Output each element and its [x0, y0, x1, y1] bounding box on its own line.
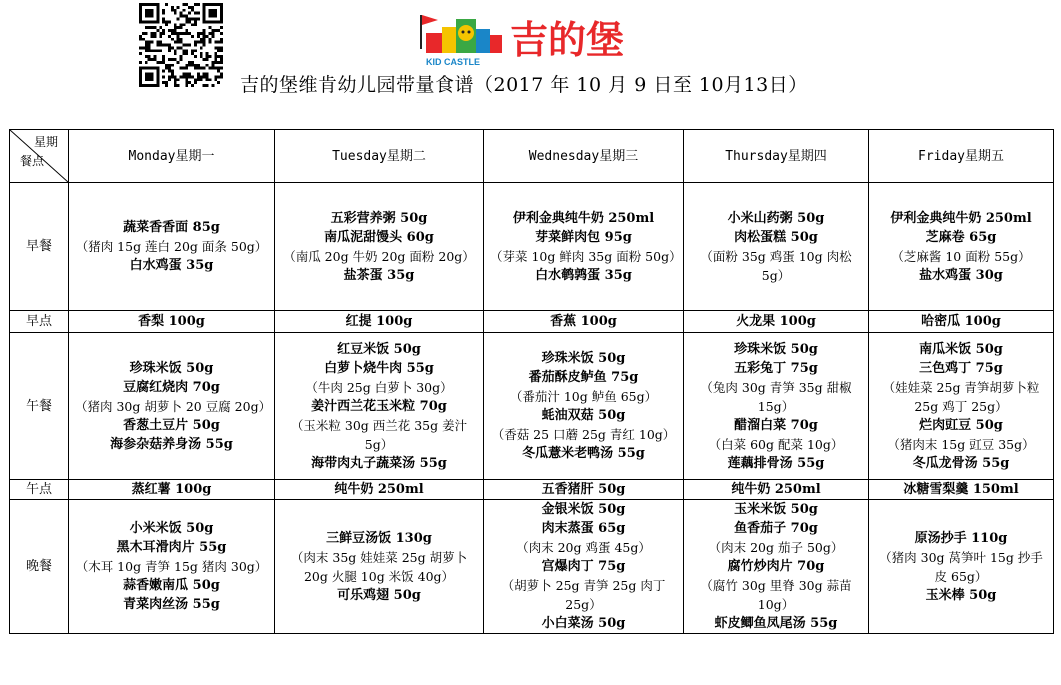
dish-name: 伊利金典纯牛奶 250ml — [890, 210, 1032, 226]
dish-name: 哈密瓜 100g — [921, 314, 1001, 329]
menu-cell — [684, 333, 869, 480]
meal-label: 午餐 — [10, 333, 69, 480]
ingredient-note: （肉末 20g 茄子 50g） — [708, 540, 844, 555]
meal-label: 早餐 — [10, 183, 69, 311]
dish-name: 虾皮鲫鱼凤尾汤 55g — [714, 616, 838, 631]
menu-cell — [684, 183, 869, 311]
ingredient-note: （娃娃菜 25g 青笋胡萝卜粒 25g 鸡丁 25g） — [882, 379, 1040, 414]
dish-name: 青菜肉丝汤 55g — [123, 597, 220, 612]
ingredient-note: （番茄汁 10g 鲈鱼 65g） — [509, 389, 658, 404]
corner-label-day: 星期 — [33, 135, 58, 149]
menu-cell — [275, 183, 484, 311]
ingredient-note: （玉米粒 30g 西兰花 35g 姜汁 5g） — [290, 417, 468, 452]
dish-name: 红提 100g — [345, 314, 413, 329]
ingredient-note: （腐竹 30g 里脊 30g 蒜苗 10g） — [700, 578, 852, 612]
meal-label: 晚餐 — [10, 500, 69, 634]
kid-castle-logo — [418, 7, 654, 69]
menu-cell — [869, 333, 1054, 480]
dish-name: 玉米棒 50g — [925, 587, 997, 603]
dish-name: 冬瓜薏米老鸭汤 55g — [522, 446, 645, 461]
dish-name: 五香猪肝 50g — [541, 482, 626, 497]
dish-name: 盐水鸡蛋 30g — [919, 267, 1003, 283]
ingredient-note: （芝麻酱 10 面粉 55g） — [891, 248, 1031, 264]
dish-name: 盐茶蛋 35g — [343, 267, 415, 283]
menu-cell — [275, 333, 484, 480]
dish-name: 三鲜豆汤饭 130g — [326, 530, 432, 546]
dish-name: 金银米饭 50g — [541, 502, 626, 517]
menu-cell — [684, 480, 869, 500]
menu-cell — [275, 500, 484, 634]
meal-row — [10, 311, 1054, 333]
menu-cell — [275, 311, 484, 333]
meal-label: 早点 — [10, 311, 69, 333]
dish-name: 蔬菜香香面 85g — [123, 220, 220, 235]
ingredient-note: （南瓜 20g 牛奶 20g 面粉 20g） — [283, 248, 475, 264]
day-header-thursday: Thursday星期四 — [684, 130, 869, 183]
dish-name: 芽菜鲜肉包 95g — [535, 229, 632, 245]
dish-name: 白水鹌鹑蛋 35g — [535, 267, 632, 283]
header-row — [10, 130, 1054, 183]
page-title: 吉的堡维肯幼儿园带量食谱（2017 年 10 月 9 日至 10月13日） — [240, 74, 808, 96]
dish-name: 海参杂菇养身汤 55g — [110, 436, 233, 452]
menu-cell — [869, 500, 1054, 634]
dish-name: 烂肉豇豆 50g — [919, 417, 1003, 433]
day-header-wednesday: Wednesday星期三 — [484, 130, 684, 183]
meal-row — [10, 480, 1054, 500]
menu-cell — [275, 480, 484, 500]
corner-cell — [10, 130, 69, 183]
qr-code-icon — [136, 3, 226, 87]
dish-name: 纯牛奶 250ml — [731, 482, 821, 497]
menu-cell — [484, 480, 684, 500]
menu-cell — [69, 311, 275, 333]
dish-name: 伊利金典纯牛奶 250ml — [512, 210, 655, 226]
ingredient-note: （肉末 35g 娃娃菜 25g 胡萝卜 20g 火腿 10g 米饭 40g） — [290, 549, 468, 584]
dish-name: 珍珠米饭 50g — [541, 351, 626, 366]
meal-row — [10, 333, 1054, 480]
day-header-tuesday: Tuesday星期二 — [275, 130, 484, 183]
menu-cell — [869, 311, 1054, 333]
meal-label: 午点 — [10, 480, 69, 500]
menu-cell — [69, 480, 275, 500]
corner-label-meal: 餐点 — [20, 154, 45, 168]
dish-name: 白萝卜烧牛肉 55g — [324, 360, 434, 376]
ingredient-note: （面粉 35g 鸡蛋 10g 肉松 5g） — [700, 248, 852, 283]
menu-cell — [69, 333, 275, 480]
menu-cell — [69, 183, 275, 311]
day-header-friday: Friday星期五 — [869, 130, 1054, 183]
dish-name: 蚝油双菇 50g — [541, 408, 626, 423]
dish-name: 小白菜汤 50g — [541, 616, 626, 631]
dish-name: 火龙果 100g — [736, 314, 816, 329]
dish-name: 珍珠米饭 50g — [129, 360, 214, 376]
dish-name: 玉米米饭 50g — [734, 502, 818, 517]
menu-cell — [484, 311, 684, 333]
dish-name: 小米山药粥 50g — [727, 210, 825, 226]
dish-name: 宫爆肉丁 75g — [541, 559, 626, 574]
dish-name: 蒸红薯 100g — [131, 482, 212, 497]
day-header-monday: Monday星期一 — [69, 130, 275, 183]
ingredient-note: （胡萝卜 25g 青笋 25g 肉丁 25g） — [501, 578, 666, 612]
dish-name: 香葱土豆片 50g — [123, 417, 220, 433]
dish-name: 醋溜白菜 70g — [734, 417, 818, 433]
ingredient-note: （猪肉末 15g 豇豆 35g） — [887, 436, 1035, 452]
meal-row — [10, 183, 1054, 311]
dish-name: 腐竹炒肉片 70g — [727, 559, 825, 574]
ingredient-note: （木耳 10g 青笋 15g 猪肉 30g） — [75, 559, 268, 574]
dish-name: 香梨 100g — [138, 314, 205, 329]
dish-name: 肉松蛋糕 50g — [734, 229, 818, 245]
menu-cell — [69, 500, 275, 634]
dish-name: 蒜香嫩南瓜 50g — [123, 578, 220, 593]
dish-name: 海带肉丸子蔬菜汤 55g — [311, 455, 447, 471]
dish-name: 黑木耳滑肉片 55g — [116, 540, 227, 555]
menu-cell — [684, 500, 869, 634]
dish-name: 南瓜米饭 50g — [919, 341, 1003, 357]
dish-name: 肉末蒸蛋 65g — [541, 521, 626, 536]
ingredient-note: （猪肉 30g 胡萝卜 20 豆腐 20g） — [75, 398, 272, 414]
dish-name: 五彩兔丁 75g — [734, 360, 818, 376]
svg-text:KID CASTLE: KID CASTLE — [426, 57, 480, 67]
dish-name: 冬瓜龙骨汤 55g — [912, 455, 1010, 471]
menu-cell — [484, 333, 684, 480]
ingredient-note: （猪肉 15g 莲白 20g 面条 50g） — [75, 239, 268, 254]
ingredient-note: （猪肉 30g 莴笋叶 15g 抄手皮 65g） — [879, 549, 1043, 584]
dish-name: 三色鸡丁 75g — [919, 360, 1003, 376]
menu-cell — [484, 183, 684, 311]
ingredient-note: （芽菜 10g 鲜肉 35g 面粉 50g） — [490, 248, 682, 264]
dish-name: 五彩营养粥 50g — [330, 210, 428, 226]
dish-name: 小米米饭 50g — [129, 521, 214, 536]
ingredient-note: （肉末 20g 鸡蛋 45g） — [516, 540, 651, 555]
dish-name: 南瓜泥甜馒头 60g — [324, 229, 434, 245]
dish-name: 纯牛奶 250ml — [334, 482, 424, 497]
dish-name: 番茄酥皮鲈鱼 75g — [528, 370, 639, 385]
dish-name: 香蕉 100g — [550, 314, 617, 329]
dish-name: 姜汁西兰花玉米粒 70g — [311, 398, 447, 414]
dish-name: 莲藕排骨汤 55g — [727, 455, 825, 471]
dish-name: 芝麻卷 65g — [925, 229, 997, 245]
menu-cell — [684, 311, 869, 333]
menu-table — [9, 129, 1054, 634]
dish-name: 鱼香茄子 70g — [734, 521, 818, 536]
meal-row — [10, 500, 1054, 634]
menu-cell — [869, 480, 1054, 500]
svg-text:吉的堡: 吉的堡 — [510, 18, 625, 62]
dish-name: 冰糖雪梨羹 150ml — [903, 482, 1019, 497]
ingredient-note: （牛肉 25g 白萝卜 30g） — [305, 379, 453, 395]
menu-cell — [484, 500, 684, 634]
dish-name: 豆腐红烧肉 70g — [123, 379, 220, 395]
ingredient-note: （白菜 60g 配菜 10g） — [708, 436, 844, 452]
dish-name: 珍珠米饭 50g — [734, 341, 818, 357]
dish-name: 红豆米饭 50g — [337, 341, 421, 357]
dish-name: 白水鸡蛋 35g — [129, 258, 214, 273]
dish-name: 可乐鸡翅 50g — [337, 587, 421, 603]
ingredient-note: （香菇 25 口蘑 25g 青红 10g） — [491, 427, 676, 442]
ingredient-note: （兔肉 30g 青笋 35g 甜椒 15g） — [700, 379, 852, 414]
dish-name: 原汤抄手 110g — [914, 530, 1008, 546]
menu-cell — [869, 183, 1054, 311]
